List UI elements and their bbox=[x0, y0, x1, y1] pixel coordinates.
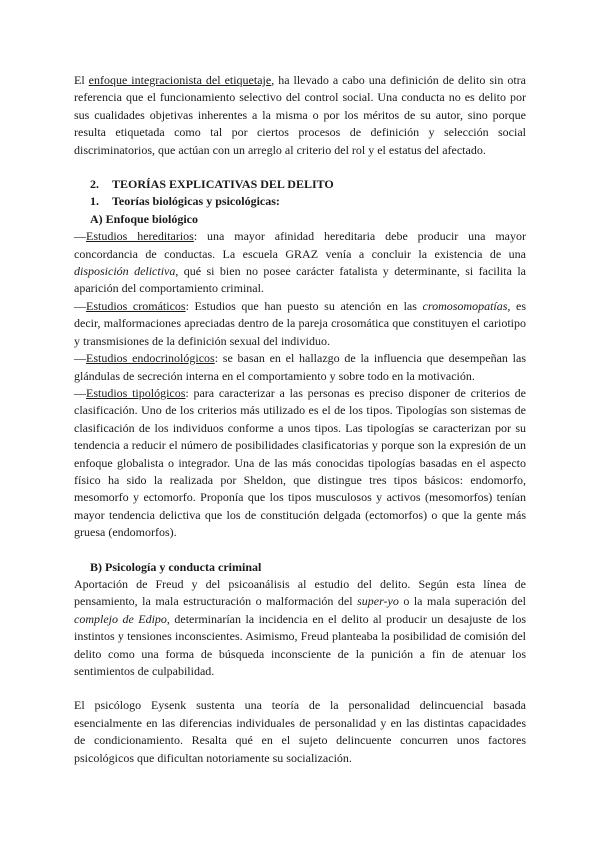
chromatic-studies-paragraph bbox=[74, 298, 526, 350]
spacer bbox=[74, 159, 526, 176]
spacer bbox=[74, 680, 526, 697]
spacer bbox=[74, 542, 526, 559]
dash: — bbox=[74, 351, 86, 366]
text: Aportación de Freud y del psicoanálisis al estudio del delito. Según esta línea de pensamiento, la mala estructuración o malformación del bbox=[74, 576, 526, 609]
text: , determinarían la incidencia en el delito al producir un desajuste de los instintos y tensiones inconscientes. Asimismo, Freud planteaba la posibilidad de comisión del delito como una forma de búsqueda inconsciente de la punición a fin de atenuar los sentimientos de culpabilidad. bbox=[74, 611, 526, 678]
text: , es decir, malformaciones apreciadas dentro de la pareja crosomática que constituyen el cariotipo y transmisiones de la definición sexual del individuo. bbox=[74, 298, 526, 348]
text: : Estudios que han puesto su atención en las bbox=[185, 298, 423, 313]
text: : una mayor afinidad hereditaria debe producir una mayor concordancia de conductas. La escuela GRAZ venía a concluir la existencia de una bbox=[74, 229, 527, 261]
text: , qué si bien no posee carácter fatalista y determinante, si facilita la aparición del comportamiento criminal. bbox=[74, 264, 526, 296]
section-heading-2 bbox=[90, 176, 526, 193]
italic-term: super-yo bbox=[357, 594, 399, 609]
endocrinological-studies-paragraph bbox=[74, 350, 526, 385]
subsection-title: Teorías biológicas y psicológicas: bbox=[112, 194, 280, 209]
text: : se basan en el hallazgo de la influencia que desempeñan las glándulas de secreción interna en el comportamiento y sobre todo en la motivación. bbox=[74, 351, 526, 383]
subsection-number: 1. bbox=[90, 194, 99, 209]
section-number: 2. bbox=[90, 177, 99, 192]
italic-term: complejo de Edipo bbox=[74, 611, 167, 626]
section-title: TEORÍAS EXPLICATIVAS DEL DELITO bbox=[112, 177, 334, 192]
text: , ha llevado a cabo una definición de delito sin otra referencia que el funcionamiento selectivo del control social. Una conducta no es delito por sus cualidades objetivas inherentes a la misma o por los méritos de su autor, sino porque resulta etiquetada como tal por ciertos procesos de definición y selección social discriminatorios, que actúan con un arreglo al criterio del rol y el estatus del afectado. bbox=[74, 73, 527, 157]
dash: — bbox=[74, 385, 86, 400]
italic-term: cromosomopatías bbox=[422, 298, 508, 313]
italic-term: disposición delictiva bbox=[74, 264, 176, 279]
labeling-paragraph bbox=[74, 72, 526, 159]
text: o la mala superación del bbox=[398, 594, 526, 609]
dash: — bbox=[74, 298, 86, 313]
hereditary-studies-term: Estudios hereditarios bbox=[86, 229, 194, 244]
text: : para caracterizar a las personas es preciso disponer de criterios de clasificación. Uno de los criterios más utilizado es el de los tipos. Tipologías son sistemas de clasificación de los individuos conforme a unos tipos. Las tipologías se caracterizan por su tendencia a reducir el número de posibilidades clasificatorias y porque son la expresión de un enfoque globalista o integrador. Una de las más conocidas tipologías basadas en el aspecto físico ha sido la realizada por Sheldon, que distingue tres tipos básicos: endomorfo, mesomorfo y ectomorfo. Proponía que los tipos musculosos y activos (mesomorfos) tenían mayor tendencia delictiva que los de constitución delgada (ectomorfos) o que la gente más gruesa (endomorfos). bbox=[74, 385, 526, 540]
eysenck-paragraph: El psicólogo Eysenk sustenta una teoría de la personalidad delincuencial basada esencialmente en las diferencias individuales de personalidad y en las distintas capacidades de condicionamiento. Resalta qué en el sujeto delincuente concurren unos factores psicológicos que dificultan notoriamente su socialización. bbox=[74, 698, 526, 765]
heading-psychology: B) Psicología y conducta criminal bbox=[90, 559, 262, 574]
typological-studies-paragraph bbox=[74, 385, 526, 542]
page-content bbox=[74, 72, 526, 767]
subsection-heading-1 bbox=[90, 193, 526, 210]
text: El bbox=[74, 73, 89, 87]
endocrinological-studies-term: Estudios endocrinológicos bbox=[86, 351, 215, 366]
hereditary-studies-paragraph bbox=[74, 228, 526, 298]
dash: — bbox=[74, 229, 86, 244]
heading-biological-approach: A) Enfoque biológico bbox=[90, 211, 199, 226]
freud-paragraph bbox=[74, 576, 526, 680]
chromatic-studies-term: Estudios cromáticos bbox=[86, 298, 186, 313]
typological-studies-term: Estudios tipológicos bbox=[86, 385, 186, 400]
labeling-approach-term: enfoque integracionista del etiquetaje bbox=[88, 73, 272, 87]
